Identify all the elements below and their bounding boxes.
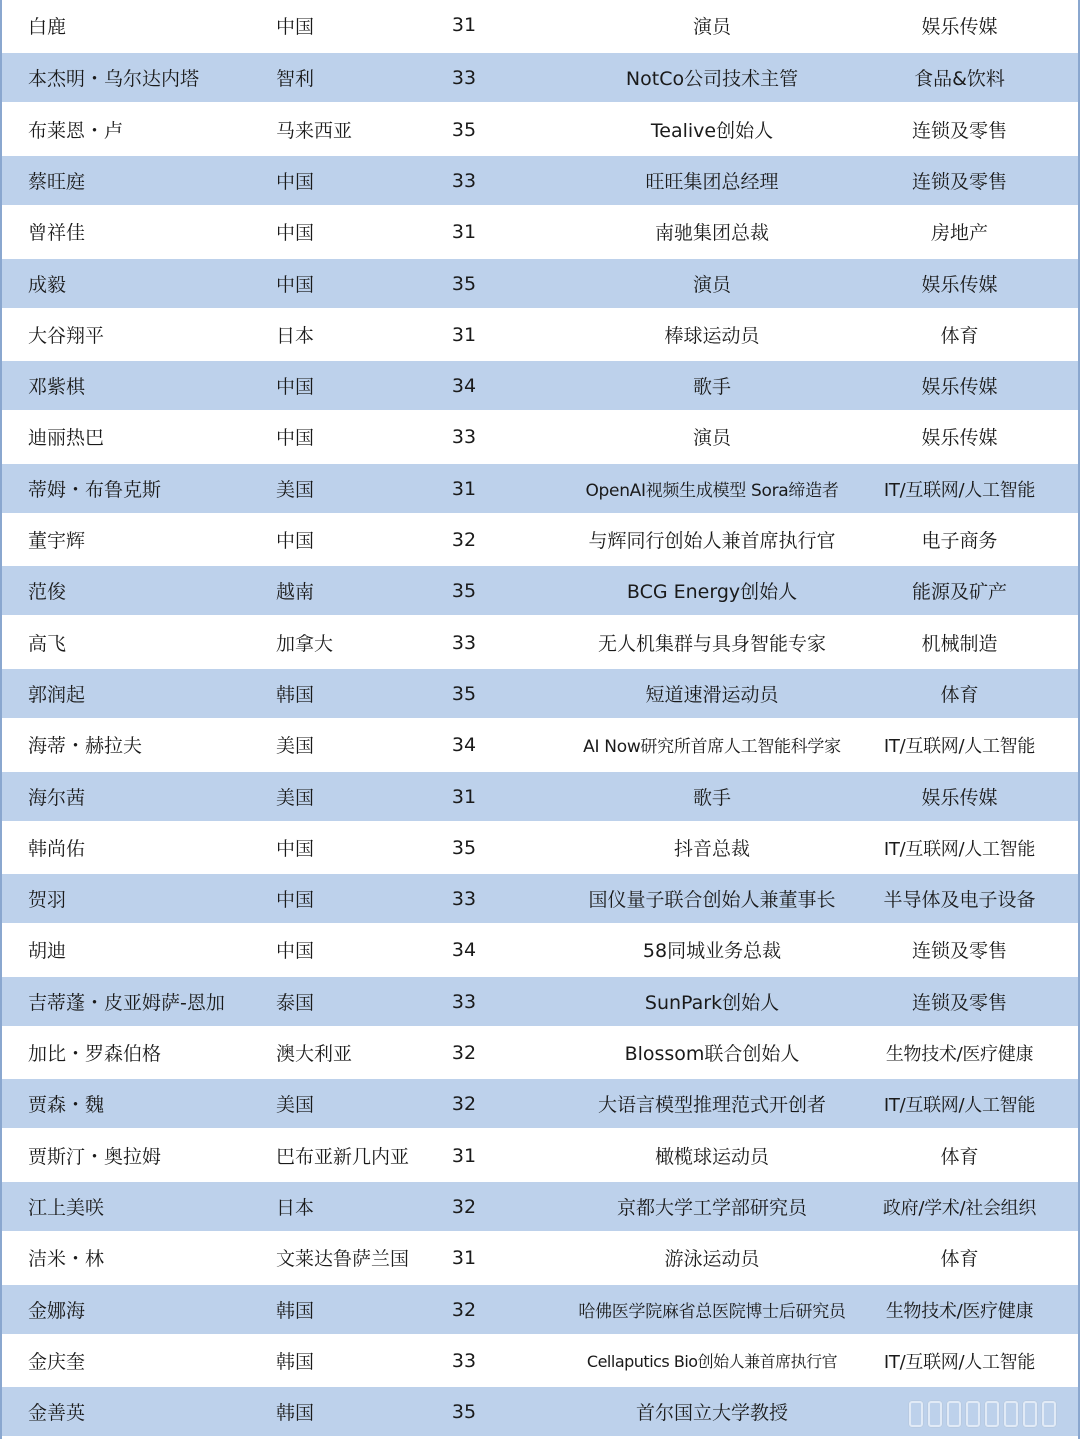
cell-title: 无人机集群与具身智能专家: [597, 633, 826, 655]
cell-industry: IT/互联网/人工智能: [883, 838, 1036, 860]
cell-industry: 娱乐传媒: [921, 274, 998, 296]
cell-country: 澳大利亚: [276, 1043, 353, 1065]
cell-industry: IT/互联网/人工智能: [883, 479, 1036, 501]
cell-industry: 生物技术/医疗健康: [885, 1300, 1034, 1322]
cell-name: 布莱恩・卢: [28, 120, 124, 142]
cell-title: AI Now研究所首席人工智能科学家: [583, 737, 841, 757]
cell-age: 35: [451, 1400, 477, 1423]
cell-industry: 电子商务: [921, 530, 998, 552]
cell-title: 演员: [692, 15, 731, 38]
cell-age: 31: [451, 785, 477, 808]
cell-title: Tealive创始人: [650, 120, 774, 142]
cell-age: 31: [451, 1144, 477, 1167]
cell-industry: IT/互联网/人工智能: [883, 735, 1036, 757]
table-row: [2, 0, 1078, 50]
cell-title: OpenAI视频生成模型 Sora缔造者: [585, 481, 839, 501]
cell-title: 橄榄球运动员: [654, 1146, 769, 1168]
cell-name: 高飞: [28, 633, 67, 655]
cell-title: 旺旺集团总经理: [645, 171, 779, 193]
cell-age: 33: [451, 169, 477, 192]
cell-age: 34: [451, 374, 477, 397]
cell-age: 31: [451, 1246, 477, 1269]
table-row: [2, 515, 1078, 564]
cell-title: 哈佛医学院麻省总医院博士后研究员: [578, 1302, 846, 1322]
cell-age: 35: [451, 579, 477, 602]
cell-name: 蔡旺庭: [28, 171, 86, 193]
cell-country: 中国: [276, 530, 315, 552]
cell-industry: 食品&饮料: [914, 68, 1005, 90]
cell-country: 智利: [276, 68, 315, 90]
cell-age: 31: [451, 323, 477, 346]
cell-name: 金娜海: [28, 1300, 86, 1322]
cell-industry: 房地产: [930, 222, 988, 244]
cell-title: 首尔国立大学教授: [635, 1402, 788, 1424]
table-row: [2, 53, 1078, 102]
cell-country: 中国: [276, 427, 315, 449]
cell-country: 美国: [276, 479, 315, 501]
cell-industry: 娱乐传媒: [921, 427, 998, 449]
table-row: [2, 156, 1078, 205]
table-row: [2, 361, 1078, 410]
cell-title: SunPark创始人: [644, 992, 780, 1014]
cell-title: BCG Energy创始人: [626, 581, 798, 603]
cell-industry: 生物技术/医疗健康: [885, 1043, 1034, 1065]
cell-name: 郭润起: [28, 684, 86, 706]
cell-title: Cellaputics Bio创始人兼首席执行官: [586, 1352, 838, 1371]
cell-age: 33: [451, 631, 477, 654]
cell-age: 34: [451, 938, 477, 961]
table-row: [2, 207, 1078, 256]
cell-age: 34: [451, 733, 477, 756]
table-row: [2, 566, 1078, 615]
cell-age: 32: [451, 1092, 477, 1115]
cell-country: 文莱达鲁萨兰国: [276, 1248, 410, 1270]
cell-country: 中国: [276, 171, 315, 193]
cell-title: Blossom联合创始人: [624, 1043, 800, 1065]
cell-industry: 体育: [940, 1248, 979, 1270]
cell-age: 31: [451, 14, 477, 36]
cell-industry: 连锁及零售: [911, 120, 1007, 142]
cell-country: 中国: [276, 940, 315, 962]
cell-country: 美国: [276, 1094, 315, 1116]
cell-country: 韩国: [276, 1402, 315, 1424]
cell-industry: 机械制造: [921, 633, 998, 655]
cell-name: 金庆奎: [28, 1351, 86, 1373]
cell-country: 美国: [276, 787, 315, 809]
cell-industry: 体育: [940, 325, 979, 347]
cell-name: 本杰明・乌尔达内塔: [28, 68, 200, 90]
cell-country: 韩国: [276, 1351, 315, 1373]
cell-title: 与辉同行创始人兼首席执行官: [588, 530, 836, 552]
cell-age: 35: [451, 118, 477, 141]
table-row: [2, 977, 1078, 1026]
cell-industry: IT/互联网/人工智能: [883, 1094, 1036, 1116]
cell-name: 韩尚佑: [28, 838, 86, 860]
cell-age: 31: [451, 477, 477, 500]
cell-name: 贺羽: [28, 889, 67, 911]
table-row: [2, 925, 1078, 974]
cell-country: 马来西亚: [276, 120, 353, 142]
cell-country: 中国: [276, 889, 315, 911]
cell-country: 中国: [276, 222, 315, 244]
cell-name: 洁米・林: [28, 1248, 105, 1270]
cell-age: 33: [451, 425, 477, 448]
cell-name: 吉蒂蓬・皮亚姆萨-恩加: [28, 992, 225, 1014]
cell-title: 抖音总裁: [673, 838, 750, 860]
cell-age: 32: [451, 1298, 477, 1321]
table-row: [2, 1028, 1078, 1077]
cell-title: 国仪量子联合创始人兼董事长: [588, 889, 836, 911]
cell-name: 贾斯汀・奥拉姆: [28, 1146, 162, 1168]
cell-country: 巴布亚新几内亚: [276, 1146, 410, 1168]
table-row: [2, 1233, 1078, 1282]
cell-name: 董宇辉: [28, 530, 86, 552]
table-row: [2, 823, 1078, 872]
cell-name: 迪丽热巴: [28, 427, 105, 449]
table-row: [2, 259, 1078, 308]
cell-name: 成毅: [28, 274, 67, 296]
cell-name: 邓紫棋: [28, 376, 86, 398]
table-row: [2, 720, 1078, 769]
cell-name: 海蒂・赫拉夫: [28, 735, 143, 757]
cell-name: 大谷翔平: [28, 325, 105, 347]
cell-industry: 能源及矿产: [911, 581, 1007, 603]
cell-country: 韩国: [276, 684, 315, 706]
cell-age: 31: [451, 220, 477, 243]
table-row: [2, 105, 1078, 154]
cell-country: 韩国: [276, 1300, 315, 1322]
cell-age: 35: [451, 836, 477, 859]
table-row: [2, 464, 1078, 513]
cell-title: 大语言模型推理范式开创者: [597, 1094, 826, 1116]
cell-name: 蒂姆・布鲁克斯: [28, 479, 162, 501]
cell-age: 35: [451, 682, 477, 705]
cell-age: 35: [451, 272, 477, 295]
cell-name: 加比・罗森伯格: [28, 1043, 162, 1065]
cell-title: 短道速滑运动员: [645, 684, 779, 706]
table-row: [2, 310, 1078, 359]
table-row: [2, 1182, 1078, 1231]
cell-industry: 半导体及电子设备: [883, 889, 1036, 911]
table-row: [2, 1336, 1078, 1385]
cell-industry: 娱乐传媒: [921, 787, 998, 809]
table-row: [2, 412, 1078, 461]
cell-title: 歌手: [692, 787, 731, 809]
table-row: [2, 1131, 1078, 1180]
table-row: [2, 772, 1078, 821]
table-row: [2, 669, 1078, 718]
cell-industry: 连锁及零售: [911, 940, 1007, 962]
watermark-icon: [909, 1401, 1056, 1427]
cell-name: 贾森・魏: [28, 1094, 105, 1116]
cell-name: 金善英: [28, 1402, 86, 1424]
cell-name: 曾祥佳: [28, 222, 86, 244]
cell-country: 泰国: [276, 992, 315, 1014]
cell-industry: 政府/学术/社会组织: [882, 1197, 1037, 1219]
cell-industry: 体育: [940, 1146, 979, 1168]
cell-name: 海尔茜: [28, 787, 86, 809]
cell-country: 中国: [276, 838, 315, 860]
cell-title: 演员: [692, 274, 731, 296]
cell-age: 33: [451, 887, 477, 910]
cell-country: 美国: [276, 735, 315, 757]
cell-age: 32: [451, 528, 477, 551]
cell-title: 58同城业务总裁: [642, 940, 782, 962]
cell-title: NotCo公司技术主管: [625, 68, 799, 90]
cell-title: 歌手: [692, 376, 731, 398]
cell-industry: 娱乐传媒: [921, 15, 998, 38]
cell-title: 演员: [692, 427, 731, 449]
cell-country: 日本: [276, 325, 315, 347]
cell-name: 白鹿: [28, 15, 67, 38]
table-row: [2, 1079, 1078, 1128]
cell-title: 京都大学工学部研究员: [616, 1197, 807, 1219]
cell-country: 中国: [276, 274, 315, 296]
cell-country: 越南: [276, 581, 315, 603]
cell-name: 江上美咲: [28, 1197, 105, 1219]
cell-country: 中国: [276, 15, 315, 38]
cell-age: 33: [451, 66, 477, 89]
table-row: [2, 1285, 1078, 1334]
cell-industry: 娱乐传媒: [921, 376, 998, 398]
cell-name: 胡迪: [28, 940, 67, 962]
cell-age: 33: [451, 1349, 477, 1372]
cell-country: 中国: [276, 376, 315, 398]
cell-age: 32: [451, 1041, 477, 1064]
cell-industry: 连锁及零售: [911, 171, 1007, 193]
table-row: [2, 874, 1078, 923]
cell-industry: IT/互联网/人工智能: [883, 1351, 1036, 1373]
cell-title: 棒球运动员: [664, 325, 760, 347]
cell-country: 加拿大: [276, 633, 334, 655]
cell-industry: 连锁及零售: [911, 992, 1007, 1014]
cell-age: 32: [451, 1195, 477, 1218]
cell-title: 南驰集团总裁: [654, 222, 769, 244]
cell-age: 33: [451, 990, 477, 1013]
cell-title: 游泳运动员: [664, 1248, 760, 1270]
cell-country: 日本: [276, 1197, 315, 1219]
cell-name: 范俊: [28, 581, 67, 603]
table-row: [2, 618, 1078, 667]
cell-industry: 体育: [940, 684, 979, 706]
